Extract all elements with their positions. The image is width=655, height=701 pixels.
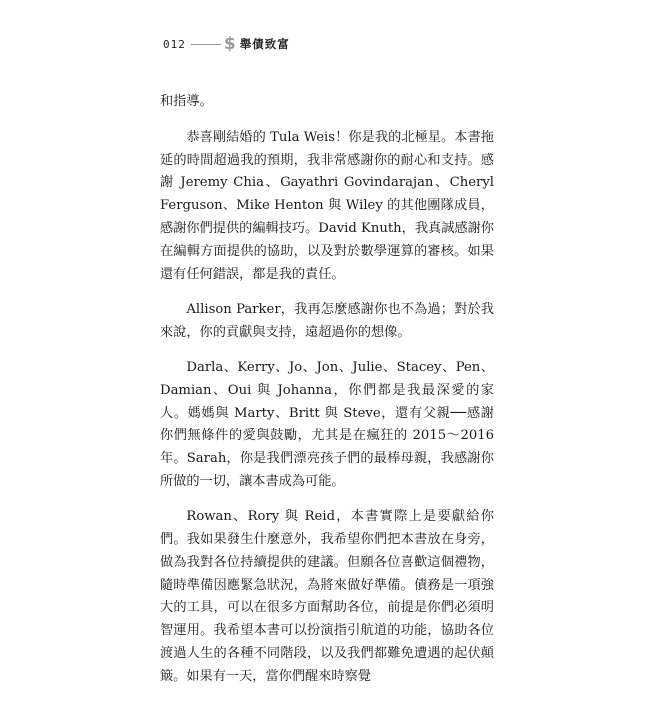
running-header: [163, 34, 290, 54]
paragraph-4: Darla、Kerry、Jo、Jon、Julie、Stacey、Pen、Damian、Oui 與 Johanna，你們都是我最深愛的家人。媽媽與 Marty、Britt 與 Steve，還有父親──感謝你們無條件的愛與鼓勵，尤其是在瘋狂的 2015～2016 年。Sarah，你是我們漂亮孩子們的最棒母親，我感謝你所做的一切，讓本書成為可能。: [160, 359, 494, 489]
book-title: 舉債致富: [239, 37, 290, 51]
dollar-sign-icon: $: [223, 34, 236, 54]
paragraph-1: 和指導。: [160, 94, 213, 109]
paragraph-3: Allison Parker，我再怎麼感謝你也不為過；對於我來說，你的貢獻與支持，遠超過你的想像。: [160, 301, 494, 340]
header-rule: [191, 44, 221, 45]
page-number: 012: [163, 37, 186, 51]
paragraph-2: 恭喜剛結婚的 Tula Weis！你是我的北極星。本書拖延的時間超過我的預期，我非常感謝你的耐心和支持。感謝 Jeremy Chia、Gayathri Govindarajan、Cheryl Ferguson、Mike Henton 與 Wiley 的其他團隊成員，感謝你們提供的編輯技巧。David Knuth，我真誠感謝你在編輯方面提供的協助，以及對於數學運算的審核。如果還有任何錯誤，都是我的責任。: [160, 129, 494, 282]
page-body: [160, 91, 494, 701]
paragraph-5: Rowan、Rory 與 Reid，本書實際上是要獻給你們。我如果發生什麼意外，我希望你們把本書放在身旁，做為我對各位持續提供的建議。但願各位喜歡這個禮物，隨時準備因應緊急狀況，為將來做好準備。債務是一項強大的工具，可以在很多方面幫助各位，前提是你們必須明智運用。我希望本書可以扮演指引航道的功能，協助各位渡過人生的各種不同階段，以及我們都難免遭遇的起伏顛簸。如果有一天，當你們醒來時察覺: [160, 509, 494, 684]
